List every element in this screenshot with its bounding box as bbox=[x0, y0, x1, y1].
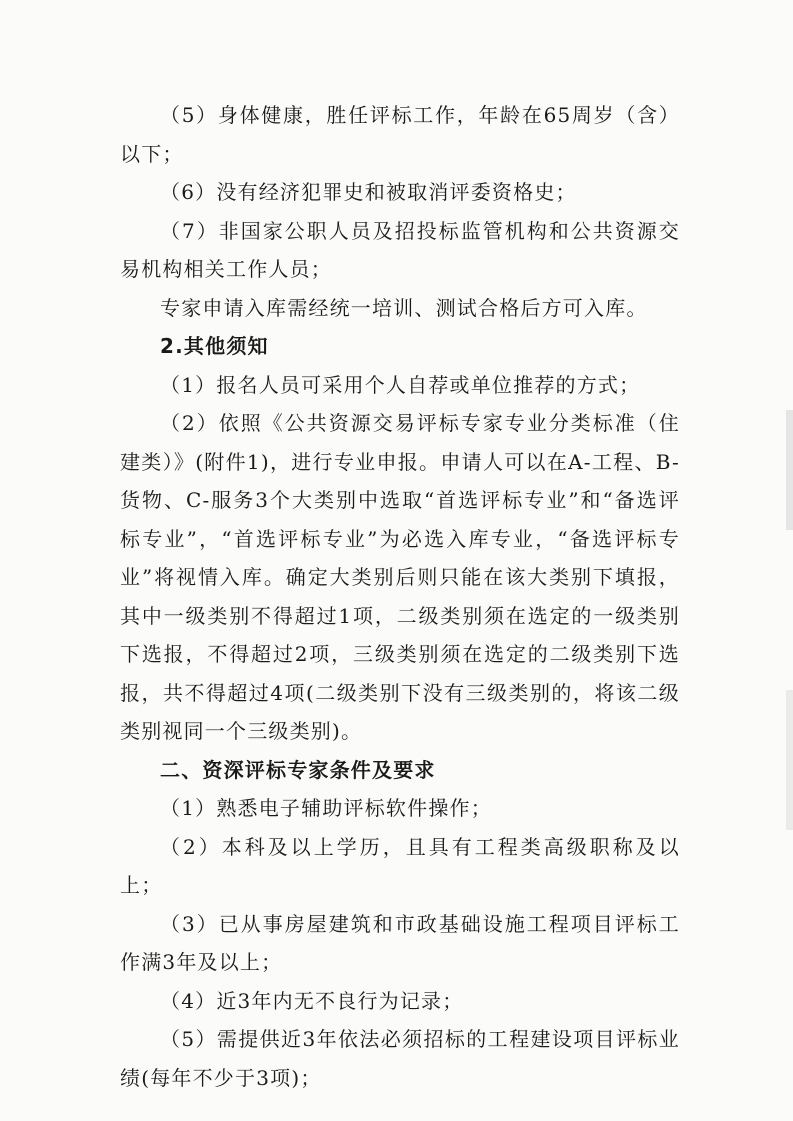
scan-edge-shadow bbox=[786, 410, 793, 530]
paragraph-non-official: （7）非国家公职人员及招投标监管机构和公共资源交易机构相关工作人员； bbox=[120, 218, 680, 281]
paragraph-evaluation-performance: （5）需提供近3年依法必须招标的工程建设项目评标业绩(每年不少于3项)； bbox=[120, 1027, 680, 1090]
paragraph-no-bad-record: （4）近3年内无不良行为记录； bbox=[160, 988, 464, 1013]
paragraph-health-age: （5）身体健康，胜任评标工作，年龄在65周岁（含）以下； bbox=[120, 103, 680, 166]
paragraph-education-title: （2）本科及以上学历，且具有工程类高级职称及以上； bbox=[120, 834, 680, 897]
paragraph-specialty-declaration: （2）依照《公共资源交易评标专家专业分类标准（住建类）》(附件1)，进行专业申报。申请人可以在A-工程、B-货物、C-服务3个大类别中选取“首选评标专业”和“备选评标专业”，“首选评标专业”为必选入库专业，“备选评标专业”将视情入库。确定大类别后则只能在该大类别下填报，其中一级类别不得超过1项，二级类别须在选定的一级类别下选报，不得超过2项，三级类别须在选定的二级类别下选报，共不得超过4项(二级类别下没有三级类别的，将该二级类别视同一个三级类别)。 bbox=[120, 411, 680, 743]
heading-other-notes: 2.其他须知 bbox=[160, 334, 269, 358]
scan-edge-shadow bbox=[786, 690, 793, 830]
paragraph-software-skill: （1）熟悉电子辅助评标软件操作； bbox=[160, 796, 492, 820]
paragraph-experience: （3）已从事房屋建筑和市政基础设施工程项目评标工作满3年及以上； bbox=[120, 911, 680, 974]
heading-senior-expert: 二、资深评标专家条件及要求 bbox=[160, 757, 436, 782]
paragraph-registration-method: （1）报名人员可采用个人自荐或单位推荐的方式； bbox=[160, 372, 641, 397]
document-body bbox=[120, 96, 680, 1097]
paragraph-training-requirement: 专家申请入库需经统一培训、测试合格后方可入库。 bbox=[160, 295, 648, 320]
paragraph-no-criminal-record: （6）没有经济犯罪史和被取消评委资格史； bbox=[160, 180, 577, 204]
